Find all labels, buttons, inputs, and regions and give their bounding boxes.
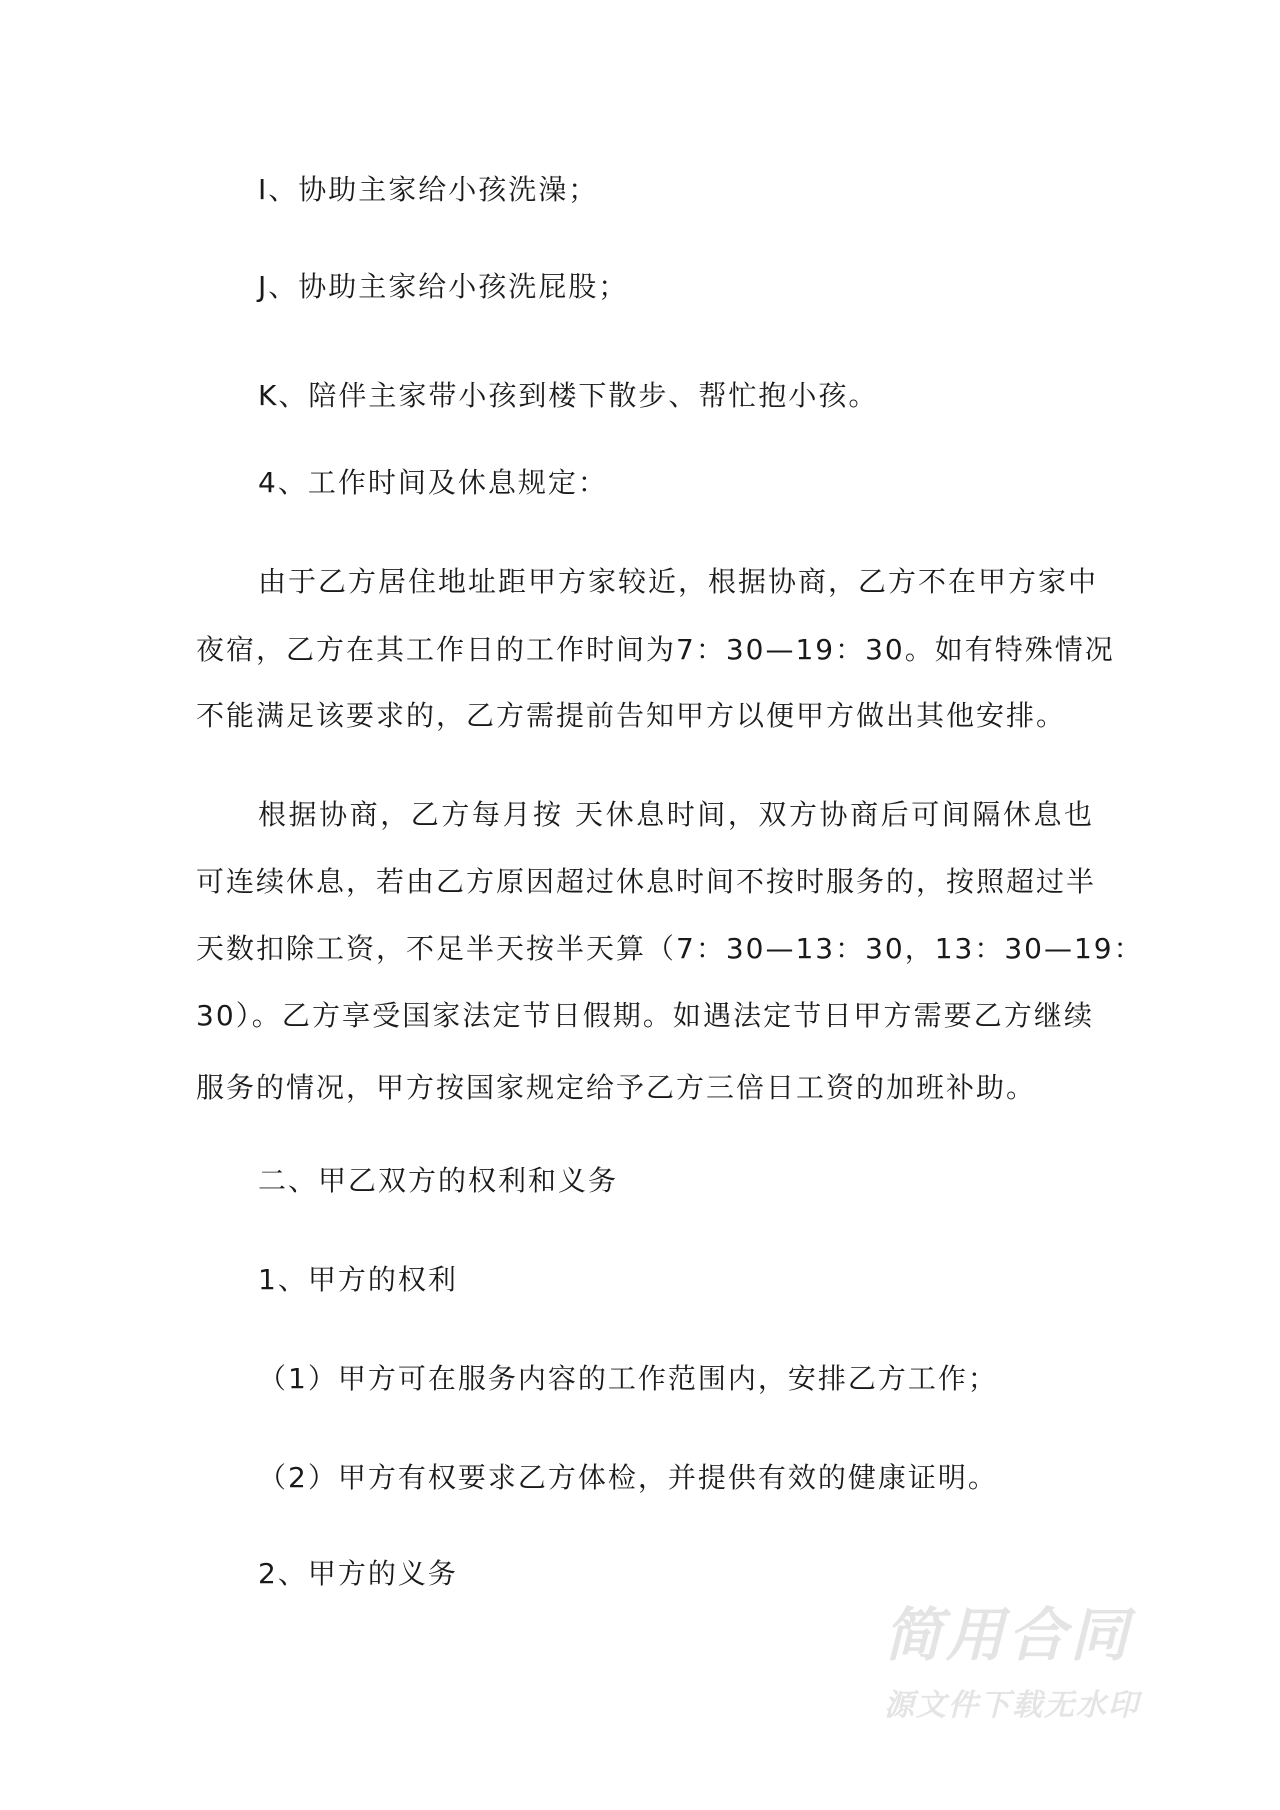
paragraph-line: 可连续休息，若由乙方原因超过休息时间不按时服务的，按照超过半 (196, 865, 1097, 898)
list-item: K、陪伴主家带小孩到楼下散步、帮忙抱小孩。 (258, 379, 879, 412)
section-subheading: 4、工作时间及休息规定： (258, 466, 608, 499)
paragraph-line: 服务的情况，甲方按国家规定给予乙方三倍日工资的加班补助。 (196, 1071, 1037, 1104)
paragraph-line: 由于乙方居住地址距甲方家较近，根据协商，乙方不在甲方家中 (258, 565, 1099, 598)
list-item: I、协助主家给小孩洗澡； (258, 173, 599, 206)
paragraph-line: 天数扣除工资，不足半天按半天算（7：30—13：30，13：30—19： (196, 932, 1144, 965)
paragraph-line: 根据协商，乙方每月按 天休息时间，双方协商后可间隔休息也 (258, 798, 1094, 831)
subheading: 1、甲方的权利 (258, 1263, 458, 1296)
section-heading: 二、甲乙双方的权利和义务 (258, 1164, 619, 1197)
list-item: （1）甲方可在服务内容的工作范围内，安排乙方工作； (258, 1362, 998, 1395)
watermark-title: 简用合同 (884, 1601, 1133, 1669)
paragraph-line: 夜宿，乙方在其工作日的工作时间为7：30—19：30。如有特殊情况 (196, 633, 1115, 666)
list-item: J、协助主家给小孩洗屁股； (258, 270, 629, 303)
watermark-subtitle: 源文件下载无水印 (884, 1688, 1140, 1723)
paragraph-line: 不能满足该要求的，乙方需提前告知甲方以便甲方做出其他安排。 (196, 699, 1067, 732)
paragraph-line: 30）。乙方享受国家法定节日假期。如遇法定节日甲方需要乙方继续 (196, 999, 1094, 1032)
subheading: 2、甲方的义务 (258, 1557, 458, 1590)
list-item: （2）甲方有权要求乙方体检，并提供有效的健康证明。 (258, 1461, 998, 1494)
